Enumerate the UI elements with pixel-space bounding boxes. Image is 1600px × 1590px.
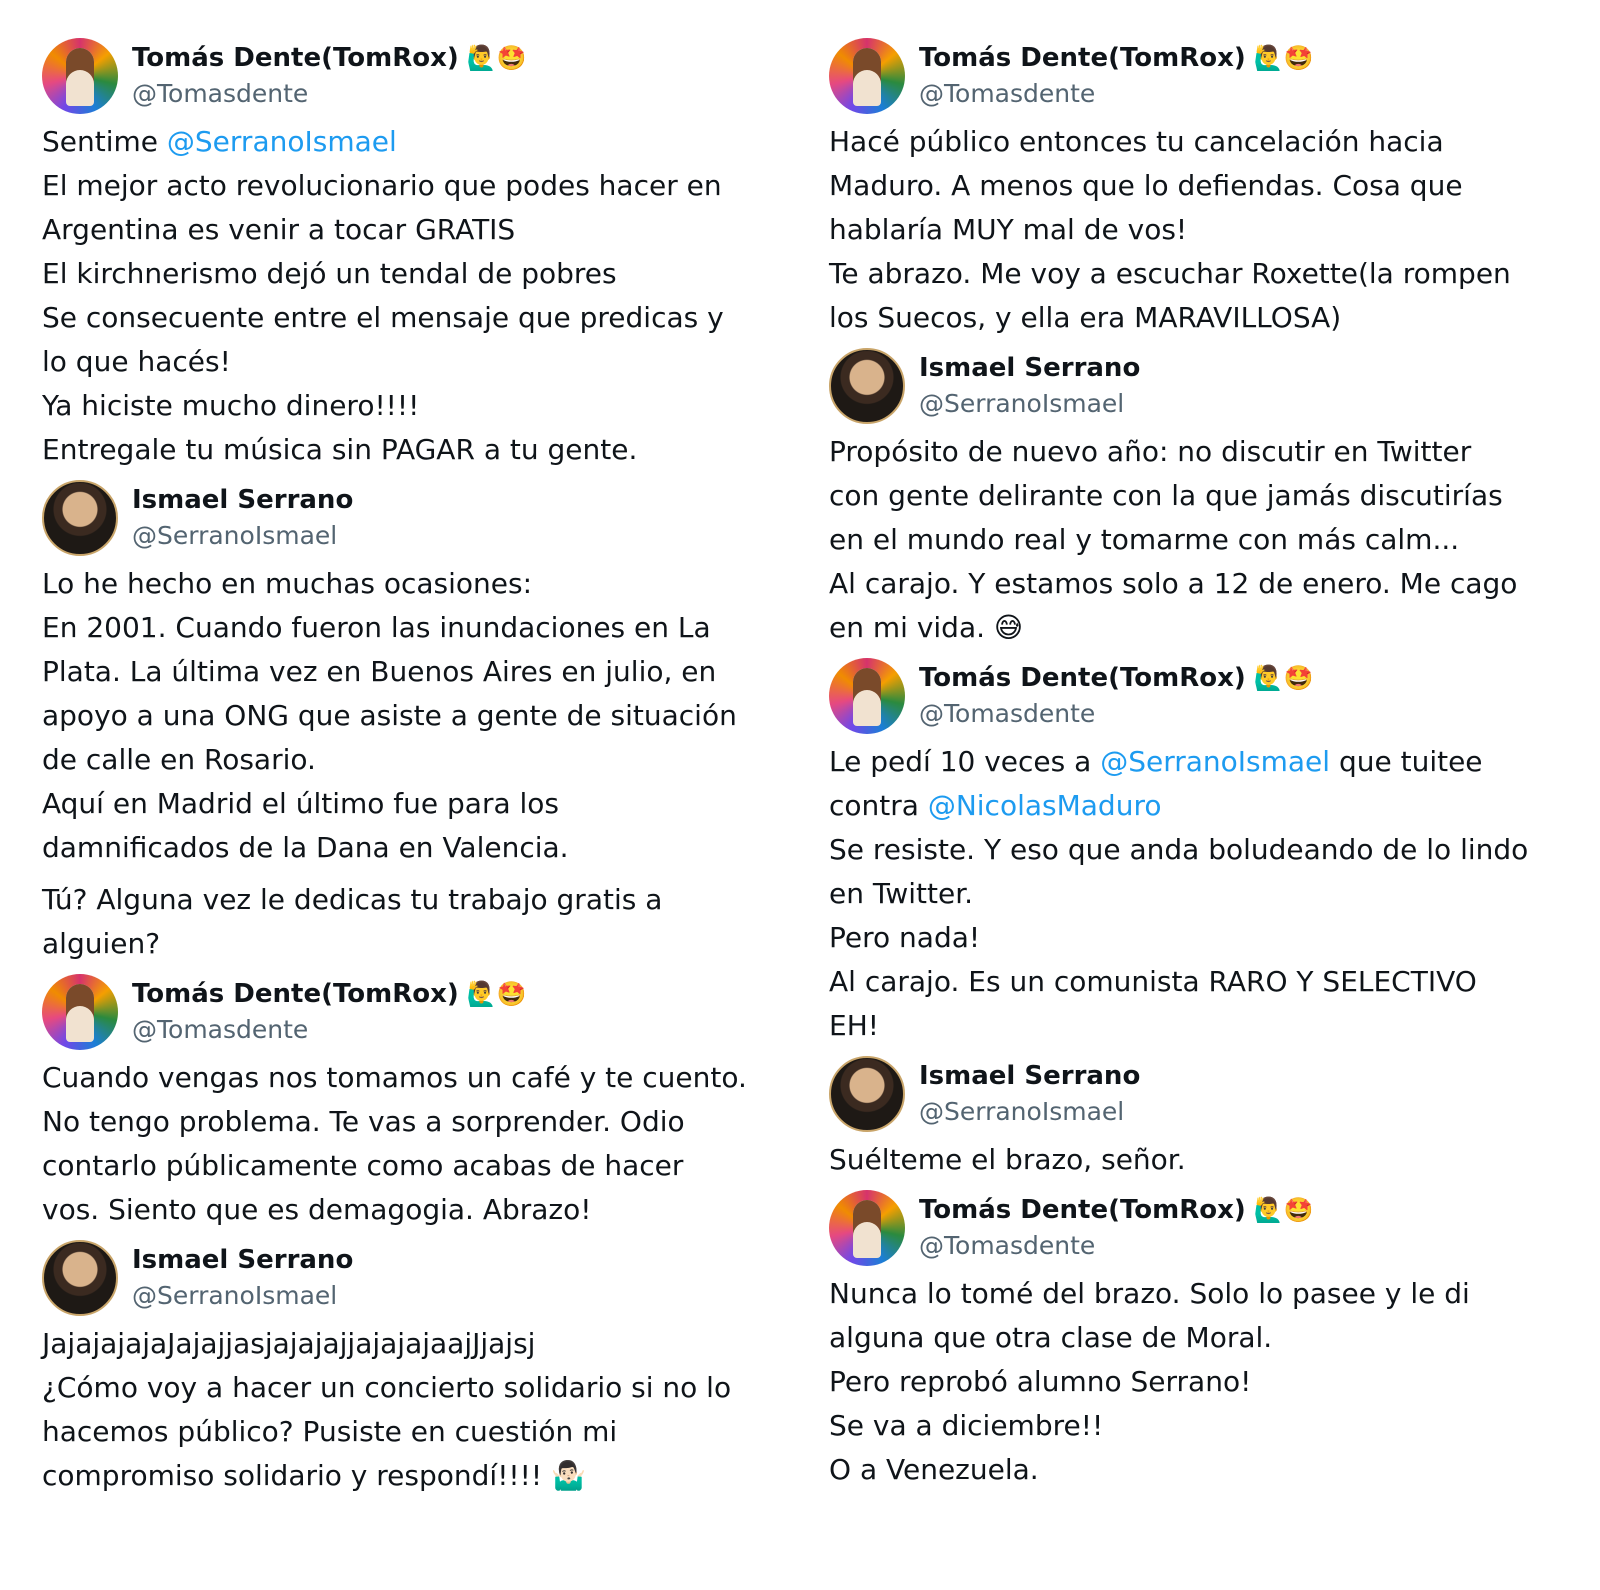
author-block bbox=[919, 38, 1314, 112]
user-handle[interactable]: @SerranoIsmael bbox=[919, 1097, 1125, 1126]
text-line bbox=[42, 1100, 772, 1144]
text-line bbox=[829, 740, 1559, 784]
text-segment: Pero nada! bbox=[829, 921, 981, 954]
name-emojis: 🙋‍♂️🤩 bbox=[466, 44, 527, 72]
text-segment: Pero reprobó alumno Serrano! bbox=[829, 1365, 1252, 1398]
text-line bbox=[42, 1454, 772, 1498]
tweet-text bbox=[829, 740, 1559, 1048]
tweet-header bbox=[42, 38, 772, 120]
text-line bbox=[829, 960, 1559, 1004]
tweet-header bbox=[829, 348, 1559, 430]
text-line bbox=[829, 872, 1559, 916]
name-emojis: 🙋‍♂️🤩 bbox=[1253, 664, 1314, 692]
name-row bbox=[132, 976, 527, 1012]
text-line bbox=[829, 1272, 1559, 1316]
text-segment: EH! bbox=[829, 1009, 879, 1042]
name-row bbox=[132, 1242, 353, 1278]
user-handle[interactable]: @Tomasdente bbox=[919, 699, 1096, 728]
user-handle[interactable]: @Tomasdente bbox=[919, 79, 1096, 108]
display-name[interactable]: Tomás Dente(TomRox) bbox=[919, 43, 1246, 73]
author-block bbox=[132, 480, 353, 554]
text-line bbox=[42, 428, 772, 472]
text-line bbox=[42, 782, 772, 826]
text-line bbox=[829, 606, 1559, 650]
avatar[interactable] bbox=[829, 658, 905, 734]
text-segment: Maduro. A menos que lo defiendas. Cosa que bbox=[829, 169, 1463, 202]
user-handle[interactable]: @SerranoIsmael bbox=[132, 521, 338, 550]
text-line bbox=[829, 828, 1559, 872]
text-segment: Te abrazo. Me voy a escuchar Roxette(la rompen bbox=[829, 257, 1511, 290]
text-line bbox=[42, 208, 772, 252]
tweet-header bbox=[829, 38, 1559, 120]
tweet bbox=[829, 658, 1559, 1048]
user-handle[interactable]: @SerranoIsmael bbox=[919, 389, 1125, 418]
text-line bbox=[42, 164, 772, 208]
text-segment: Aquí en Madrid el último fue para los bbox=[42, 787, 560, 820]
author-block bbox=[919, 658, 1314, 732]
user-handle[interactable]: @SerranoIsmael bbox=[132, 1281, 338, 1310]
text-segment: Plata. La última vez en Buenos Aires en julio, en bbox=[42, 655, 717, 688]
name-row bbox=[919, 660, 1314, 696]
user-handle[interactable]: @Tomasdente bbox=[132, 79, 309, 108]
tweet-text bbox=[42, 120, 772, 472]
mention-link[interactable]: @NicolasMaduro bbox=[927, 789, 1162, 822]
display-name[interactable]: Ismael Serrano bbox=[919, 1061, 1141, 1091]
display-name[interactable]: Tomás Dente(TomRox) bbox=[919, 1195, 1246, 1225]
avatar[interactable] bbox=[829, 1190, 905, 1266]
text-segment: Hacé público entonces tu cancelación hacia bbox=[829, 125, 1444, 158]
text-segment: en Twitter. bbox=[829, 877, 974, 910]
text-segment: Ya hiciste mucho dinero!!!! bbox=[42, 389, 420, 422]
tweet-text bbox=[829, 1138, 1559, 1182]
text-segment: en el mundo real y tomarme con más calm... bbox=[829, 523, 1460, 556]
text-line bbox=[42, 296, 772, 340]
display-name[interactable]: Tomás Dente(TomRox) bbox=[132, 43, 459, 73]
text-line bbox=[42, 120, 772, 164]
left-tweet-column bbox=[42, 38, 772, 1506]
text-segment: Se va a diciembre!! bbox=[829, 1409, 1104, 1442]
user-handle[interactable]: @Tomasdente bbox=[132, 1015, 309, 1044]
text-line bbox=[42, 384, 772, 428]
avatar[interactable] bbox=[42, 1240, 118, 1316]
paragraph-gap bbox=[42, 870, 772, 878]
text-segment: en mi vida. 😅 bbox=[829, 611, 1024, 644]
avatar[interactable] bbox=[829, 1056, 905, 1132]
text-segment: Se resiste. Y eso que anda boludeando de lo lindo bbox=[829, 833, 1529, 866]
author-block bbox=[919, 1056, 1140, 1130]
mention-link[interactable]: @SerranoIsmael bbox=[1100, 745, 1331, 778]
tweet-header bbox=[829, 1190, 1559, 1272]
text-line bbox=[829, 1448, 1559, 1492]
text-line bbox=[42, 1144, 772, 1188]
text-segment: El kirchnerismo dejó un tendal de pobres bbox=[42, 257, 617, 290]
tweet-header bbox=[42, 480, 772, 562]
tweet bbox=[829, 348, 1559, 650]
text-line bbox=[829, 296, 1559, 340]
text-segment: Nunca lo tomé del brazo. Solo lo pasee y le di bbox=[829, 1277, 1470, 1310]
text-segment: Al carajo. Es un comunista RARO Y SELECTIVO bbox=[829, 965, 1477, 998]
text-segment: hacemos público? Pusiste en cuestión mi bbox=[42, 1415, 618, 1448]
text-segment: que tuitee bbox=[1330, 745, 1483, 778]
tweet-text bbox=[829, 430, 1559, 650]
text-line bbox=[42, 562, 772, 606]
name-row bbox=[132, 40, 527, 76]
text-segment: Argentina es venir a tocar GRATIS bbox=[42, 213, 516, 246]
text-line bbox=[829, 164, 1559, 208]
text-segment: Cuando vengas nos tomamos un café y te cuento. bbox=[42, 1061, 747, 1094]
tweet-text bbox=[42, 562, 772, 966]
text-line bbox=[829, 1316, 1559, 1360]
text-line bbox=[42, 1410, 772, 1454]
text-line bbox=[829, 208, 1559, 252]
text-segment: alguna que otra clase de Moral. bbox=[829, 1321, 1273, 1354]
text-line bbox=[829, 562, 1559, 606]
name-emojis: 🙋‍♂️🤩 bbox=[1253, 1196, 1314, 1224]
author-block bbox=[132, 1240, 353, 1314]
name-row bbox=[919, 1058, 1140, 1094]
author-block bbox=[132, 974, 527, 1048]
author-block bbox=[919, 1190, 1314, 1264]
text-segment: Tú? Alguna vez le dedicas tu trabajo gratis a bbox=[42, 883, 663, 916]
tweet-text bbox=[829, 120, 1559, 340]
text-line bbox=[829, 1138, 1559, 1182]
avatar[interactable] bbox=[42, 480, 118, 556]
tweet bbox=[829, 1190, 1559, 1492]
text-segment: Entregale tu música sin PAGAR a tu gente. bbox=[42, 433, 638, 466]
text-segment: O a Venezuela. bbox=[829, 1453, 1039, 1486]
text-line bbox=[42, 340, 772, 384]
text-segment: los Suecos, y ella era MARAVILLOSA) bbox=[829, 301, 1342, 334]
text-segment: Le pedí 10 veces a bbox=[829, 745, 1101, 778]
text-line bbox=[42, 1322, 772, 1366]
text-line bbox=[42, 878, 772, 922]
text-segment: de calle en Rosario. bbox=[42, 743, 316, 776]
name-emojis: 🙋‍♂️🤩 bbox=[466, 980, 527, 1008]
text-segment: contarlo públicamente como acabas de hacer bbox=[42, 1149, 684, 1182]
text-line bbox=[829, 252, 1559, 296]
text-line bbox=[829, 784, 1559, 828]
text-line bbox=[829, 474, 1559, 518]
name-row bbox=[132, 482, 353, 518]
text-line bbox=[42, 606, 772, 650]
text-line bbox=[42, 1366, 772, 1410]
tweet bbox=[42, 38, 772, 472]
text-segment: ¿Cómo voy a hacer un concierto solidario si no lo bbox=[42, 1371, 732, 1404]
text-line bbox=[42, 694, 772, 738]
text-line bbox=[829, 916, 1559, 960]
avatar[interactable] bbox=[42, 974, 118, 1050]
tweet-header bbox=[42, 1240, 772, 1322]
text-line bbox=[42, 1188, 772, 1232]
user-handle[interactable]: @Tomasdente bbox=[919, 1231, 1096, 1260]
author-block bbox=[919, 348, 1140, 422]
text-segment: damnificados de la Dana en Valencia. bbox=[42, 831, 569, 864]
avatar[interactable] bbox=[829, 348, 905, 424]
text-line bbox=[829, 430, 1559, 474]
text-line bbox=[829, 1360, 1559, 1404]
text-segment: alguien? bbox=[42, 927, 161, 960]
tweet-text bbox=[42, 1322, 772, 1498]
text-line bbox=[42, 826, 772, 870]
text-segment: con gente delirante con la que jamás discutirías bbox=[829, 479, 1503, 512]
text-segment: vos. Siento que es demagogia. Abrazo! bbox=[42, 1193, 592, 1226]
text-line bbox=[829, 1404, 1559, 1448]
tweet-header bbox=[829, 658, 1559, 740]
text-segment: En 2001. Cuando fueron las inundaciones en La bbox=[42, 611, 711, 644]
text-segment: compromiso solidario y respondí!!!! 🤷🏻‍♂️ bbox=[42, 1459, 586, 1492]
text-segment: contra bbox=[829, 789, 928, 822]
tweet-header bbox=[42, 974, 772, 1056]
tweet bbox=[42, 974, 772, 1232]
tweet bbox=[42, 1240, 772, 1498]
display-name[interactable]: Ismael Serrano bbox=[132, 1245, 354, 1275]
text-segment: Se consecuente entre el mensaje que predicas y bbox=[42, 301, 724, 334]
text-line bbox=[42, 252, 772, 296]
text-segment: lo que hacés! bbox=[42, 345, 231, 378]
text-line bbox=[829, 120, 1559, 164]
text-segment: Lo he hecho en muchas ocasiones: bbox=[42, 567, 533, 600]
text-line bbox=[42, 1056, 772, 1100]
text-line bbox=[829, 1004, 1559, 1048]
text-line bbox=[829, 518, 1559, 562]
text-segment: Suélteme el brazo, señor. bbox=[829, 1143, 1186, 1176]
text-segment: Propósito de nuevo año: no discutir en Twitter bbox=[829, 435, 1472, 468]
avatar[interactable] bbox=[42, 38, 118, 114]
right-tweet-column bbox=[829, 38, 1559, 1500]
text-segment: No tengo problema. Te vas a sorprender. Odio bbox=[42, 1105, 685, 1138]
display-name[interactable]: Tomás Dente(TomRox) bbox=[919, 663, 1246, 693]
text-segment: apoyo a una ONG que asiste a gente de situación bbox=[42, 699, 737, 732]
text-line bbox=[42, 650, 772, 694]
text-segment: hablaría MUY mal de vos! bbox=[829, 213, 1188, 246]
display-name[interactable]: Ismael Serrano bbox=[132, 485, 354, 515]
tweet bbox=[829, 1056, 1559, 1182]
text-segment: Sentime bbox=[42, 125, 167, 158]
name-row bbox=[919, 40, 1314, 76]
tweet bbox=[829, 38, 1559, 340]
avatar[interactable] bbox=[829, 38, 905, 114]
name-row bbox=[919, 350, 1140, 386]
name-row bbox=[919, 1192, 1314, 1228]
tweet-text bbox=[829, 1272, 1559, 1492]
name-emojis: 🙋‍♂️🤩 bbox=[1253, 44, 1314, 72]
text-segment: El mejor acto revolucionario que podes hacer en bbox=[42, 169, 722, 202]
tweet-text bbox=[42, 1056, 772, 1232]
text-line bbox=[42, 922, 772, 966]
display-name[interactable]: Tomás Dente(TomRox) bbox=[132, 979, 459, 1009]
text-segment: JajajajajaJajajjasjajajajjajajajaajJjajsj bbox=[42, 1327, 536, 1360]
text-segment: Al carajo. Y estamos solo a 12 de enero. Me cago bbox=[829, 567, 1518, 600]
tweet bbox=[42, 480, 772, 966]
text-line bbox=[42, 738, 772, 782]
mention-link[interactable]: @SerranoIsmael bbox=[166, 125, 397, 158]
tweet-header bbox=[829, 1056, 1559, 1138]
author-block bbox=[132, 38, 527, 112]
display-name[interactable]: Ismael Serrano bbox=[919, 353, 1141, 383]
